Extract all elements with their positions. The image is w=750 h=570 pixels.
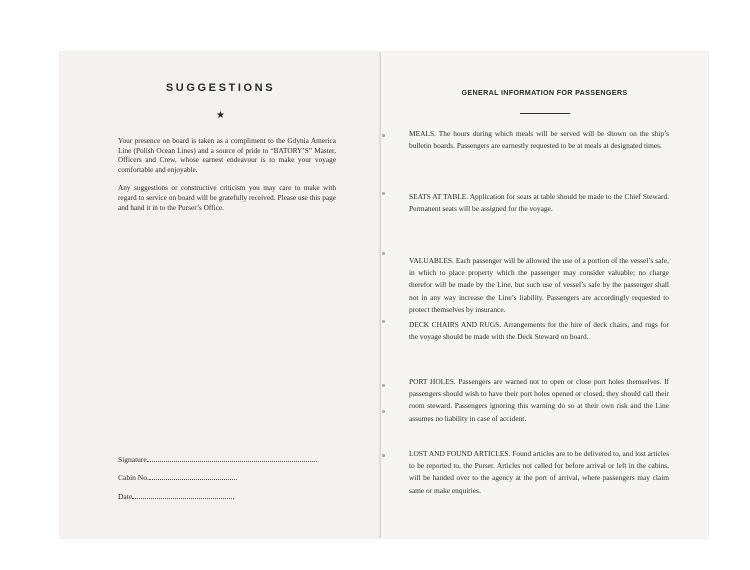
section-text: Application for seats at table should be made to the Chief Steward. Permanent seats will be assigned for the voyage. [409,192,669,214]
info-section-port-holes [409,376,669,425]
info-section-valuables [409,255,669,316]
general-info-page [381,52,708,538]
suggestions-title: SUGGESTIONS [165,82,276,94]
binding-mark [382,384,385,387]
signature-label: Signature [118,455,147,464]
intro-paragraph: Your presence on board is taken as a compliment to the Gdynia America Line (Polish Ocean Lines) and a source of pride to “BATORY’S” Master, Officers and Crew, whose earnest endeavour is to make your voyage comfortable and enjoyable. [118,136,336,174]
section-text: Each passenger will be allowed the use of a portion of the vessel’s safe, in which to place property which the passenger may consider valuable; no charge therefor will be made by the Line, but such use of vessel’s safe by the passenger shall not in any way increase the Line’s liability. Passengers are accordingly requested to protect themselves by insurance. [409,256,669,314]
section-text: Found articles are to be delivered to, and lost articles to be reported to, the Purser. Articles not called for before arrival or left in the cabins, will be handed over to the agency at the port of arrival, where passengers may claim same or make enquiries. [409,449,669,495]
info-section-lost-found [409,448,669,497]
signature-line[interactable] [147,454,317,462]
date-field[interactable] [118,491,234,501]
section-text: The hours during which meals will be served will be shown on the ship’s bulletin boards. Passengers are earnestly requested to be at meals at designated times. [409,129,670,151]
binding-mark [382,410,385,413]
section-heading: VALUABLES. [409,256,454,265]
intro-paragraph: Any suggestions or constructive criticism you may care to make with regard to service on board will be gratefully received. Please use this page and hand it in to the Purser’s Office. [118,183,336,212]
binding-marks [378,52,388,538]
binding-mark [382,454,385,457]
section-text: Passengers are warned not to open or close port holes themselves. If passengers should wish to have their port holes opened or closed, they should call their room steward. Passengers ignoring this warning do so at their own risk and the Line assumes no liability in case of accident. [409,377,669,423]
binding-mark [382,320,385,323]
section-heading: MEALS. [409,129,436,138]
general-info-title: GENERAL INFORMATION FOR PASSENGERS [461,88,628,97]
section-text: Arrangements for the hire of deck chairs, and rugs for the voyage should be made with the Deck Steward on board. [409,320,669,342]
star-ornament-icon: ★ [216,110,225,121]
booklet-spread [60,52,708,538]
date-line[interactable] [132,491,234,499]
suggestions-intro [118,136,336,221]
title-underline [520,113,570,114]
cabin-line[interactable] [149,472,237,480]
section-heading: PORT HOLES. [409,377,456,386]
signature-field[interactable] [118,454,317,464]
binding-mark [382,192,385,195]
info-section-meals [409,128,669,152]
cabin-field[interactable] [118,472,237,482]
cabin-label: Cabin No. [118,473,149,482]
date-label: Date [118,492,133,501]
suggestions-page [60,52,381,538]
info-section-deck-chairs [409,319,669,343]
binding-mark [382,134,385,137]
section-heading: LOST AND FOUND ARTICLES. [409,449,511,458]
section-heading: SEATS AT TABLE. [409,192,469,201]
section-heading: DECK CHAIRS AND RUGS. [409,320,502,329]
info-section-seats [409,191,669,215]
binding-mark [382,252,385,255]
